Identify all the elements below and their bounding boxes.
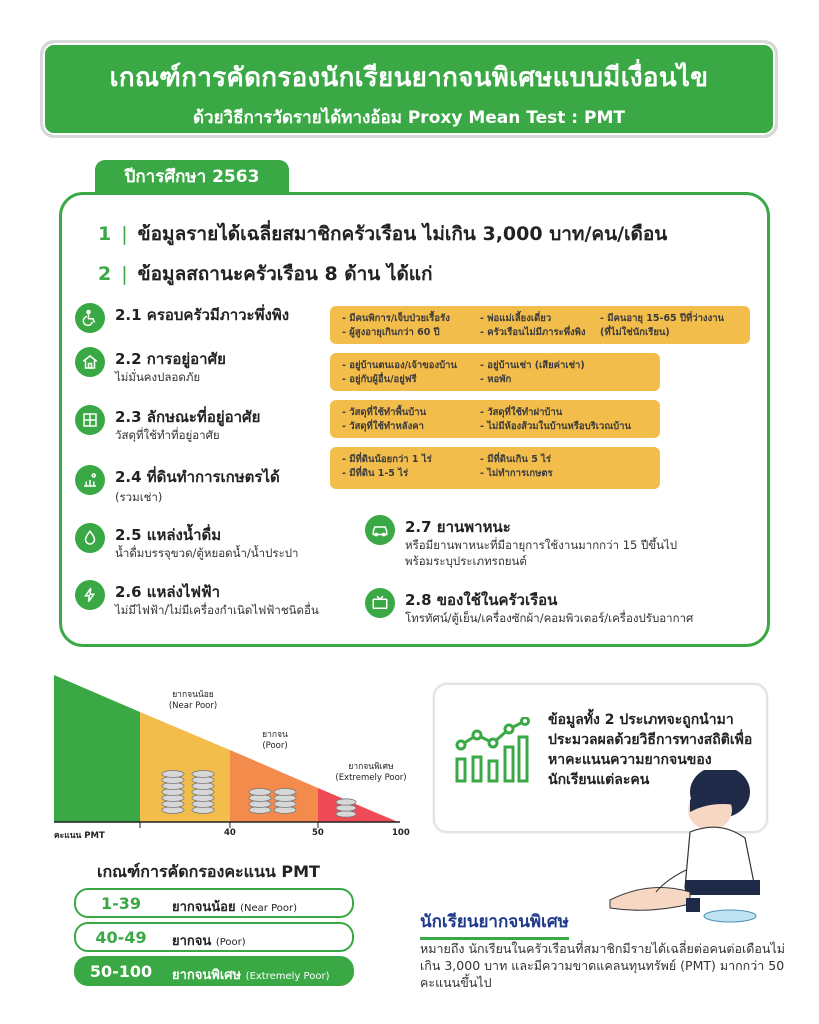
- item-title: 2.8 ของใช้ในครัวเรือน: [405, 591, 558, 609]
- pmt-label: ยากจน (Poor): [172, 934, 246, 949]
- pmt-range: 40-49: [95, 928, 147, 947]
- pmt-chart: [40, 670, 420, 840]
- item-subtitle: โทรทัศน์/ตู้เย็น/เครื่องซักผ้า/คอมพิวเตอร์/เครื่องปรับอากาศ: [405, 611, 694, 625]
- pmt-label: ยากจนพิเศษ (Extremely Poor): [172, 968, 330, 983]
- item-title: 2.1 ครอบครัวมีภาวะพึ่งพิง: [115, 306, 290, 324]
- dependency-details: - มีคนพิการ/เจ็บป่วยเรื้อรัง - ผู้สูงอายุเกินกว่า 60 ปี - พ่อแม่เลี้ยงเดี่ยว - ครัวเรือนไม่มีภาระพึ่งพิง - มีคนอายุ 15-65 ปีที่ว่างงาน (ที่ไม่ใช่นักเรียน): [330, 306, 750, 344]
- residence-details: - อยู่บ้านตนเอง/เจ้าของบ้าน - อยู่กับผู้อื่น/อยู่ฟรี - อยู่บ้านเช่า (เสียค่าเช่า) - หอพัก: [330, 353, 660, 391]
- axis-label: คะแนน PMT: [54, 831, 105, 841]
- water-drop-icon: [75, 523, 105, 553]
- item-title: 2.3 ลักษณะที่อยู่อาศัย: [115, 408, 261, 426]
- student-illustration: [590, 770, 770, 930]
- land-details: - มีที่ดินน้อยกว่า 1 ไร่ - มีที่ดิน 1-5 ไร่ - มีที่ดินเกิน 5 ไร่ - ไม่ทำการเกษตร: [330, 447, 660, 489]
- label-near-poor: ยากจนน้อย (Near Poor): [168, 690, 218, 711]
- label-poor: ยากจน (Poor): [262, 730, 288, 751]
- item-title: 2.6 แหล่งไฟฟ้า: [115, 583, 221, 601]
- pmt-range: 50-100: [89, 962, 153, 981]
- info-text: ข้อมูลทั้ง 2 ประเภทจะถูกนำมาประมวลผลด้วยวิธีการทางสถิติเพื่อหาคะแนนความยากจนของนักเรียนแต่ละคน: [548, 712, 753, 788]
- segment-poor: [230, 750, 318, 822]
- divider: |: [121, 263, 128, 285]
- tick-40: 40: [224, 828, 236, 838]
- item-subtitle-2: พร้อมระบุประเภทรถยนต์: [405, 554, 527, 568]
- pmt-range: 1-39: [100, 894, 142, 913]
- item-subtitle: น้ำดื่มบรรจุขวด/ตู้หยอดน้ำ/น้ำประปา: [115, 546, 299, 560]
- student-definition-title: นักเรียนยากจนพิเศษ: [420, 908, 569, 935]
- pmt-row-poor: [74, 922, 354, 952]
- item-title: 2.5 แหล่งน้ำดื่ม: [115, 526, 222, 544]
- pmt-criteria-title: เกณฑ์การคัดกรองคะแนน PMT: [97, 862, 320, 881]
- year-tab: ปีการศึกษา 2563: [95, 160, 289, 194]
- item-subtitle: ไม่มีไฟฟ้า/ไม่มีเครื่องกำเนิดไฟฟ้าชนิดอื่น: [115, 603, 319, 617]
- pmt-chart-svg: [40, 670, 420, 840]
- item-subtitle: (รวมเช่า): [115, 490, 163, 504]
- wheelchair-icon: [75, 303, 105, 333]
- criterion-number: 2: [98, 263, 112, 285]
- pmt-row-extremely-poor: [74, 956, 354, 986]
- farmland-icon: [75, 465, 105, 495]
- page-title: เกณฑ์การคัดกรองนักเรียนยากจนพิเศษแบบมีเงื่อนไข: [109, 63, 709, 93]
- segment-base: [54, 675, 140, 822]
- tick-50: 50: [312, 828, 324, 838]
- building-materials-icon: [75, 405, 105, 435]
- criteria-card: [59, 192, 770, 647]
- segment-near-poor: [140, 712, 230, 822]
- criterion-2: [98, 259, 433, 289]
- car-icon: [365, 515, 395, 545]
- criterion-number: 1: [98, 223, 112, 245]
- house-icon: [75, 347, 105, 377]
- student-definition-text: หมายถึง นักเรียนในครัวเรือนที่สมาชิกมีรายได้เฉลี่ยต่อคนต่อเดือนไม่เกิน 3,000 บาท และมีความขาดแคลนทุนทรัพย์ (PMT) มากกว่า 50 คะแนนขึ้นไป: [420, 941, 785, 990]
- item-title: 2.2 การอยู่อาศัย: [115, 350, 226, 368]
- housing-details: - วัสดุที่ใช้ทำพื้นบ้าน - วัสดุที่ใช้ทำหลังคา - วัสดุที่ใช้ทำฝาบ้าน - ไม่มีห้องส้วมในบ้านหรือบริเวณบ้าน: [330, 400, 660, 438]
- criterion-text: ข้อมูลสถานะครัวเรือน 8 ด้าน ได้แก่: [137, 263, 433, 285]
- item-title: 2.4 ที่ดินทำการเกษตรได้: [115, 468, 280, 486]
- page-subtitle: ด้วยวิธีการวัดรายได้ทางอ้อม Proxy Mean Test : PMT: [193, 108, 625, 128]
- tick-100: 100: [392, 828, 410, 838]
- growth-chart-icon: [455, 717, 531, 783]
- tv-icon: [365, 588, 395, 618]
- criterion-1: [98, 219, 667, 249]
- criterion-text: ข้อมูลรายได้เฉลี่ยสมาชิกครัวเรือน ไม่เกิน 3,000 บาท/คน/เดือน: [137, 223, 668, 245]
- divider: |: [121, 223, 128, 245]
- item-subtitle: ไม่มั่นคงปลอดภัย: [115, 370, 201, 384]
- item-subtitle: วัสดุที่ใช้ทำที่อยู่อาศัย: [115, 428, 220, 442]
- label-extremely-poor: ยากจนพิเศษ (Extremely Poor): [335, 762, 407, 783]
- item-title: 2.7 ยานพาหนะ: [405, 518, 511, 536]
- segment-extremely-poor: [318, 788, 398, 822]
- coin-stack-icon: [336, 799, 356, 817]
- electricity-icon: [75, 580, 105, 610]
- item-subtitle: หรือมียานพาหนะที่มีอายุการใช้งานมากกว่า 15 ปีขึ้นไป: [405, 538, 678, 552]
- pmt-label: ยากจนน้อย (Near Poor): [172, 900, 298, 915]
- pmt-row-near-poor: [74, 888, 354, 918]
- title-banner: [40, 40, 778, 138]
